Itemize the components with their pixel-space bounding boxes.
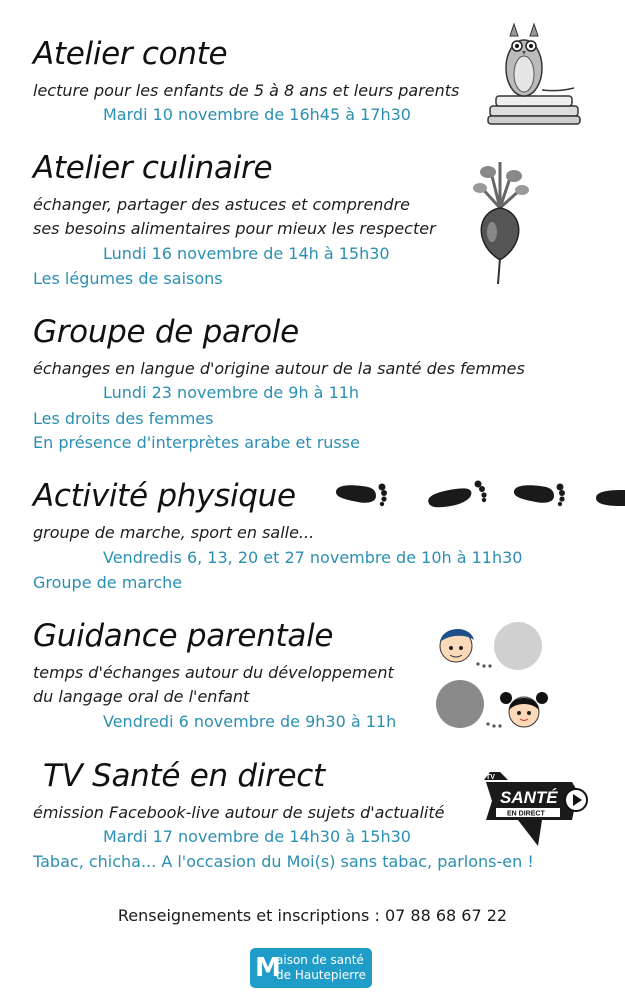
- section-description: temps d'échanges autour du développement: [33, 663, 394, 682]
- section-description: échanges en langue d'origine autour de la santé des femmes: [33, 359, 525, 378]
- section-note: En présence d'interprètes arabe et russe: [33, 433, 360, 452]
- section-note: Groupe de marche: [33, 573, 183, 592]
- tv-logo-direct: EN DIRECT: [507, 810, 545, 818]
- section-description: groupe de marche, sport en salle...: [33, 523, 315, 542]
- section-description: émission Facebook-live autour de sujets d'actualité: [33, 803, 445, 822]
- maison-de-sante-logo: [250, 948, 372, 988]
- section-title: Groupe de parole: [33, 314, 299, 350]
- contact-line: Renseignements et inscriptions : 07 88 68 67 22: [117, 906, 508, 925]
- section-description: lecture pour les enfants de 5 à 8 ans et leurs parents: [33, 81, 460, 100]
- section-date: Mardi 10 novembre de 16h45 à 17h30: [103, 105, 411, 124]
- tv-sante-logo-icon: [478, 770, 590, 848]
- section-title: Atelier culinaire: [33, 150, 273, 186]
- owl-on-books-icon: [486, 20, 584, 126]
- section-date: Vendredis 6, 13, 20 et 27 novembre de 10h à 11h30: [103, 548, 523, 567]
- tv-logo-tv: TV: [486, 774, 495, 781]
- section-date: Lundi 23 novembre de 9h à 11h: [103, 383, 360, 402]
- section-date: Lundi 16 novembre de 14h à 15h30: [103, 244, 390, 263]
- logo-line-2: de Hautepierre: [276, 968, 366, 982]
- parent-child-talk-icon: [436, 622, 548, 732]
- section-title: TV Santé en direct: [43, 758, 325, 794]
- section-date: Vendredi 6 novembre de 9h30 à 11h: [103, 712, 397, 731]
- footprints-icon: [332, 478, 625, 512]
- section-date: Mardi 17 novembre de 14h30 à 15h30: [103, 827, 411, 846]
- section-description: du langage oral de l'enfant: [33, 687, 250, 706]
- section-description: échanger, partager des astuces et comprendre: [33, 195, 410, 214]
- section-note: Les droits des femmes: [33, 409, 214, 428]
- section-note: Tabac, chicha... A l'occasion du Moi(s) sans tabac, parlons-en !: [33, 852, 534, 871]
- logo-initial: M: [255, 953, 281, 983]
- logo-line-1: aison de santé: [276, 953, 364, 967]
- tv-logo-sante: SANTÉ: [500, 788, 558, 807]
- section-title: Guidance parentale: [33, 618, 334, 654]
- section-note: Les légumes de saisons: [33, 269, 223, 288]
- section-title: Activité physique: [33, 478, 296, 514]
- section-description: ses besoins alimentaires pour mieux les respecter: [33, 219, 436, 238]
- section-title: Atelier conte: [33, 36, 228, 72]
- beet-icon: [470, 158, 530, 288]
